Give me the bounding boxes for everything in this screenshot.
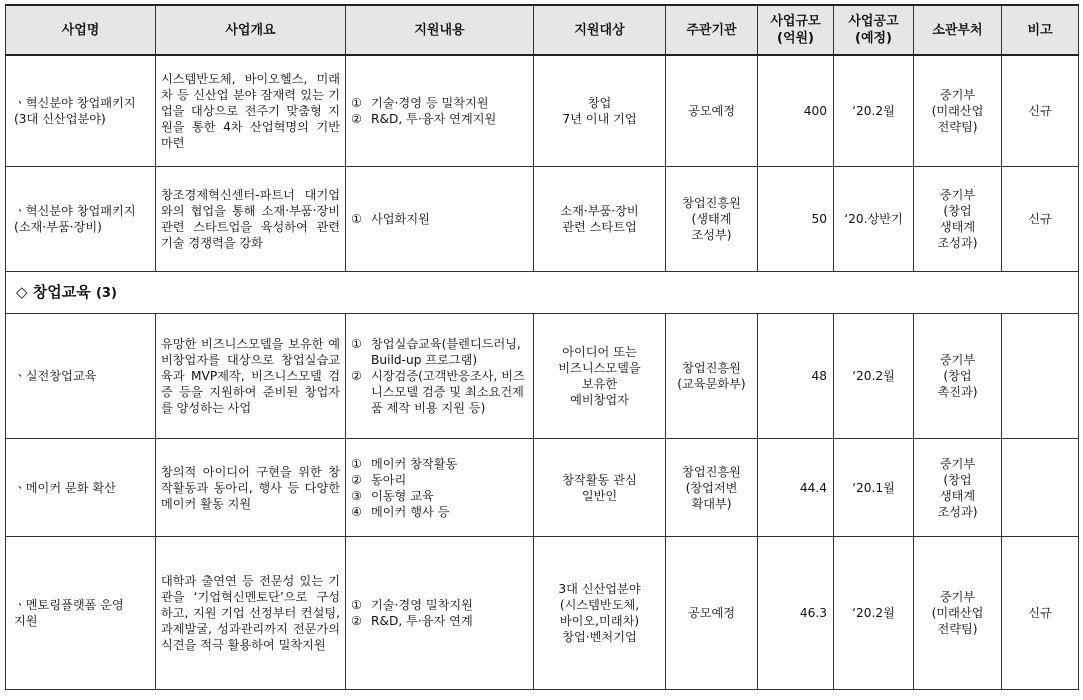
support-item-text: 이동형 교육 <box>371 488 434 503</box>
business-scale: 400 <box>758 55 834 167</box>
support-item-number: ① <box>351 212 362 226</box>
support-item-number: ② <box>351 369 362 383</box>
host-organization: 창업진흥원 (창업저변 확대부) <box>666 439 758 537</box>
support-content <box>346 314 534 439</box>
header-row <box>6 5 1079 55</box>
support-item <box>351 504 528 520</box>
support-item-text: 동아리 <box>371 472 407 487</box>
section-heading <box>6 272 1079 314</box>
support-item-text: 메이커 창작활동 <box>371 456 458 471</box>
support-target: 아이디어 또는 비즈니스모델을 보유한 예비창업자 <box>534 314 666 439</box>
support-item-number: ② <box>351 112 362 126</box>
support-item <box>351 95 528 111</box>
support-item <box>351 488 528 504</box>
support-item-text: 사업화지원 <box>371 212 430 226</box>
responsible-ministry: 중기부 (창업 생태계 조성과) <box>914 439 1002 537</box>
host-organization: 창업진흥원 (교육문화부) <box>666 314 758 439</box>
host-organization: 창업진흥원 (생태계 조성부) <box>666 167 758 272</box>
column-header: 사업개요 <box>156 5 346 55</box>
table-row <box>6 55 1079 167</box>
support-item <box>351 613 528 629</box>
remarks: 신규 <box>1002 55 1079 167</box>
support-item-text: R&D, 투·융자 연계 <box>371 614 473 628</box>
support-item-text: 기술·경영 등 밀착지원 <box>371 96 489 110</box>
support-item-number: ② <box>351 472 362 487</box>
business-name: ㆍ혁신분야 창업패키지 (3대 신산업분야) <box>6 55 156 167</box>
section-count: (3) <box>95 285 117 301</box>
business-overview: 창의적 아이디어 구현을 위한 창작활동과 동아리, 행사 등 다양한 메이커 활동 지원 <box>156 439 346 537</box>
support-item <box>351 368 528 416</box>
support-target: 3대 신산업분야 (시스템반도체, 바이오,미래차) 창업·벤처기업 <box>534 537 666 690</box>
business-name: ㆍ혁신분야 창업패키지 (소재·부품·장비) <box>6 167 156 272</box>
support-item-text: 메이커 행사 등 <box>371 504 450 519</box>
support-item <box>351 111 528 127</box>
support-content <box>346 55 534 167</box>
responsible-ministry: 중기부 (창업 생태계 조성과) <box>914 167 1002 272</box>
business-overview: 유망한 비즈니스모델을 보유한 예비창업자를 대상으로 창업실습교육과 MVP제작, 비즈니스모델 검증 등을 지원하여 준비된 창업자를 양성하는 사업 <box>156 314 346 439</box>
support-item <box>351 456 528 472</box>
support-target: 창작활동 관심 일반인 <box>534 439 666 537</box>
support-item-number: ① <box>351 456 362 471</box>
document-page <box>5 4 1079 690</box>
support-content <box>346 167 534 272</box>
support-item-text: R&D, 투·융자 연계지원 <box>371 112 497 126</box>
notice-schedule: ‘20.2월 <box>834 55 914 167</box>
column-header: 소관부처 <box>914 5 1002 55</box>
remarks: 신규 <box>1002 167 1079 272</box>
column-header: 사업명 <box>6 5 156 55</box>
support-item-text: 창업실습교육(블렌디드러닝, Build-up 프로그램) <box>371 337 521 367</box>
support-item <box>351 472 528 488</box>
remarks <box>1002 314 1079 439</box>
column-header: 지원대상 <box>534 5 666 55</box>
support-content <box>346 537 534 690</box>
support-item-text: 기술·경영 밀착지원 <box>371 598 473 612</box>
column-header: 주관기관 <box>666 5 758 55</box>
business-scale: 46.3 <box>758 537 834 690</box>
support-item <box>351 211 528 227</box>
notice-schedule: ‘20.2월 <box>834 537 914 690</box>
support-item-number: ① <box>351 337 362 351</box>
notice-schedule: ‘20.1월 <box>834 439 914 537</box>
support-item <box>351 597 528 613</box>
business-name: ㆍ멘토링플랫폼 운영 지원 <box>6 537 156 690</box>
responsible-ministry: 중기부 (미래산업 전략팀) <box>914 55 1002 167</box>
business-overview: 대학과 출연연 등 전문성 있는 기관을 ‘기업혁신멘토단’으로 구성하고, 지원 기업 선정부터 컨설팅, 과제발굴, 성과관리까지 전문가의 식견을 적극 활용하여 밀착지원 <box>156 537 346 690</box>
notice-schedule: ‘20.2월 <box>834 314 914 439</box>
business-scale: 44.4 <box>758 439 834 537</box>
section-title: 창업교육 <box>32 282 96 301</box>
support-item-number: ② <box>351 614 362 628</box>
table-row <box>6 439 1079 537</box>
notice-schedule: ‘20.상반기 <box>834 167 914 272</box>
table-row <box>6 314 1079 439</box>
support-item-number: ① <box>351 96 362 110</box>
support-item-number: ④ <box>351 504 362 519</box>
support-item-text: 시장검증(고객반응조사, 비즈니스모델 검증 및 최소요건제품 제작 비용 지원 등) <box>371 369 525 415</box>
responsible-ministry: 중기부 (미래산업 전략팀) <box>914 537 1002 690</box>
business-overview: 시스템반도체, 바이오헬스, 미래차 등 신산업 분야 잠재력 있는 기업을 대상으로 전주기 맞춤형 지원을 통한 4차 산업혁명의 기반 마련 <box>156 55 346 167</box>
support-item-number: ③ <box>351 488 362 503</box>
support-content <box>346 439 534 537</box>
diamond-icon: ◇ <box>16 282 33 301</box>
column-header: 사업공고 (예정) <box>834 5 914 55</box>
support-target: 창업 7년 이내 기업 <box>534 55 666 167</box>
host-organization: 공모예정 <box>666 55 758 167</box>
business-table <box>5 4 1079 690</box>
business-name: ㆍ실전창업교육 <box>6 314 156 439</box>
section-row <box>6 272 1079 314</box>
column-header: 사업규모 (억원) <box>758 5 834 55</box>
business-name: ㆍ메이커 문화 확산 <box>6 439 156 537</box>
support-target: 소재·부품·장비 관련 스타트업 <box>534 167 666 272</box>
responsible-ministry: 중기부 (창업 촉진과) <box>914 314 1002 439</box>
support-item-number: ① <box>351 598 362 612</box>
host-organization: 공모예정 <box>666 537 758 690</box>
business-overview: 창조경제혁신센터-파트너 대기업와의 협업을 통해 소재‧부품‧장비 관련 스타트업을 육성하여 관련 기술 경쟁력을 강화 <box>156 167 346 272</box>
remarks <box>1002 439 1079 537</box>
column-header: 비고 <box>1002 5 1079 55</box>
business-scale: 48 <box>758 314 834 439</box>
support-item <box>351 336 528 368</box>
remarks: 신규 <box>1002 537 1079 690</box>
column-header: 지원내용 <box>346 5 534 55</box>
table-row <box>6 537 1079 690</box>
table-row <box>6 167 1079 272</box>
business-scale: 50 <box>758 167 834 272</box>
